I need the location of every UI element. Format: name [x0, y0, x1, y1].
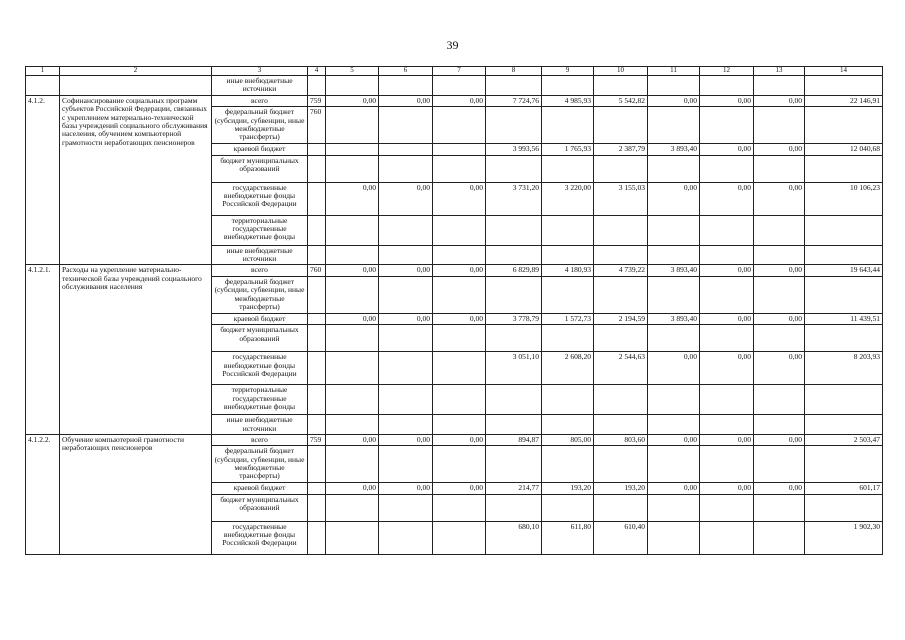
column-header: 12 — [700, 67, 754, 76]
value-cell — [648, 276, 700, 313]
value-cell: 803,60 — [594, 434, 648, 445]
code-col4 — [308, 313, 326, 324]
value-cell — [542, 494, 594, 521]
value-cell — [486, 215, 542, 245]
code-col4 — [308, 494, 326, 521]
value-cell — [486, 385, 542, 415]
value-cell — [542, 276, 594, 313]
value-cell: 0,00 — [379, 95, 433, 106]
value-cell — [379, 521, 433, 554]
value-cell — [754, 76, 805, 96]
value-cell: 0,00 — [326, 265, 379, 276]
funding-source: государственные внебюджетные фонды Российской Федерации — [212, 521, 308, 554]
value-cell — [326, 245, 379, 265]
value-cell — [433, 415, 486, 435]
value-cell — [433, 245, 486, 265]
value-cell: 3 051,10 — [486, 352, 542, 385]
value-cell: 2 608,20 — [542, 352, 594, 385]
value-cell: 0,00 — [700, 483, 754, 494]
value-cell: 0,00 — [648, 434, 700, 445]
value-cell — [486, 446, 542, 483]
value-cell: 0,00 — [433, 95, 486, 106]
value-cell — [326, 446, 379, 483]
value-cell: 3 155,03 — [594, 182, 648, 215]
column-header-row — [26, 67, 883, 76]
total-value: 1 902,30 — [805, 521, 883, 554]
value-cell: 2 387,79 — [594, 144, 648, 155]
table-row — [26, 265, 883, 276]
value-cell — [326, 215, 379, 245]
total-value — [805, 325, 883, 352]
column-header: 1 — [26, 67, 60, 76]
value-cell — [379, 325, 433, 352]
value-cell — [379, 76, 433, 96]
column-header: 11 — [648, 67, 700, 76]
column-header: 2 — [60, 67, 212, 76]
value-cell — [433, 107, 486, 144]
funding-source: краевой бюджет — [212, 144, 308, 155]
value-cell: 805,00 — [542, 434, 594, 445]
value-cell — [754, 155, 805, 182]
funding-source: территориальные государственные внебюджетные фонды — [212, 385, 308, 415]
value-cell — [379, 144, 433, 155]
value-cell — [648, 494, 700, 521]
code-col4 — [308, 325, 326, 352]
table-row — [26, 95, 883, 106]
value-cell: 193,20 — [594, 483, 648, 494]
value-cell: 2 544,63 — [594, 352, 648, 385]
code-col4 — [308, 446, 326, 483]
code-col4 — [308, 483, 326, 494]
value-cell — [542, 446, 594, 483]
name-cell — [60, 76, 212, 96]
value-cell: 3 731,20 — [486, 182, 542, 215]
value-cell: 4 985,93 — [542, 95, 594, 106]
value-cell — [379, 107, 433, 144]
value-cell — [700, 521, 754, 554]
source-cell: иные внебюджетные источники — [212, 76, 308, 96]
funding-source: государственные внебюджетные фонды Российской Федерации — [212, 182, 308, 215]
total-value — [805, 155, 883, 182]
total-value: 12 040,68 — [805, 144, 883, 155]
value-cell — [594, 415, 648, 435]
total-value: 10 106,23 — [805, 182, 883, 215]
value-cell — [379, 494, 433, 521]
value-cell — [486, 415, 542, 435]
value-cell: 0,00 — [648, 483, 700, 494]
value-cell: 0,00 — [433, 434, 486, 445]
value-cell: 0,00 — [700, 434, 754, 445]
value-cell: 0,00 — [648, 95, 700, 106]
item-name: Расходы на укрепление материально-технической базы учреждений социального обслуживания населения — [60, 265, 212, 435]
total-value — [805, 385, 883, 415]
value-cell — [700, 325, 754, 352]
value-cell: 6 829,89 — [486, 265, 542, 276]
column-header: 9 — [542, 67, 594, 76]
page-number: 39 — [446, 38, 459, 52]
value-cell: 0,00 — [754, 483, 805, 494]
value-cell: 0,00 — [326, 313, 379, 324]
code-col4: 760 — [308, 107, 326, 144]
value-cell — [433, 385, 486, 415]
value-cell — [700, 155, 754, 182]
column-header: 6 — [379, 67, 433, 76]
value-cell — [379, 245, 433, 265]
value-cell — [754, 521, 805, 554]
continuation-row — [26, 76, 883, 96]
code-col4 — [308, 276, 326, 313]
column-header: 4 — [308, 67, 326, 76]
value-cell: 0,00 — [379, 483, 433, 494]
total-value — [805, 215, 883, 245]
total-value: 601,17 — [805, 483, 883, 494]
value-cell — [594, 245, 648, 265]
value-cell — [326, 385, 379, 415]
value-cell — [433, 276, 486, 313]
value-cell — [486, 494, 542, 521]
value-cell — [754, 215, 805, 245]
value-cell: 611,80 — [542, 521, 594, 554]
value-cell — [805, 76, 883, 96]
column-header: 3 — [212, 67, 308, 76]
value-cell — [379, 155, 433, 182]
value-cell — [486, 276, 542, 313]
value-cell: 0,00 — [754, 265, 805, 276]
funding-source: федеральный бюджет (субсидии, субвенции, иные межбюджетные трансферты) — [212, 107, 308, 144]
funding-source: всего — [212, 95, 308, 106]
column-header: 13 — [754, 67, 805, 76]
value-cell — [542, 215, 594, 245]
value-cell: 3 993,56 — [486, 144, 542, 155]
value-cell: 1 572,73 — [542, 313, 594, 324]
value-cell — [326, 155, 379, 182]
value-cell — [648, 325, 700, 352]
code-col4 — [308, 352, 326, 385]
value-cell: 3 893,40 — [648, 265, 700, 276]
value-cell — [648, 415, 700, 435]
value-cell: 0,00 — [379, 434, 433, 445]
value-cell: 1 765,93 — [542, 144, 594, 155]
value-cell — [648, 76, 700, 96]
value-cell — [648, 521, 700, 554]
value-cell: 3 778,79 — [486, 313, 542, 324]
code-col4 — [308, 215, 326, 245]
value-cell — [326, 276, 379, 313]
value-cell — [648, 215, 700, 245]
value-cell — [754, 245, 805, 265]
column-header: 8 — [486, 67, 542, 76]
funding-source: всего — [212, 265, 308, 276]
value-cell — [594, 107, 648, 144]
funding-source: федеральный бюджет (субсидии, субвенции, иные межбюджетные трансферты) — [212, 276, 308, 313]
budget-table — [25, 66, 883, 555]
code-col4: 759 — [308, 434, 326, 445]
value-cell — [754, 276, 805, 313]
code-col4: 760 — [308, 265, 326, 276]
value-cell — [754, 385, 805, 415]
value-cell — [754, 107, 805, 144]
value-cell: 0,00 — [700, 313, 754, 324]
total-value — [805, 494, 883, 521]
code-cell — [26, 76, 60, 96]
value-cell — [754, 446, 805, 483]
value-cell — [542, 415, 594, 435]
value-cell: 0,00 — [700, 144, 754, 155]
value-cell — [379, 385, 433, 415]
value-cell — [754, 415, 805, 435]
value-cell — [326, 325, 379, 352]
funding-source: всего — [212, 434, 308, 445]
value-cell — [379, 446, 433, 483]
value-cell — [542, 325, 594, 352]
value-cell — [754, 325, 805, 352]
funding-source: краевой бюджет — [212, 483, 308, 494]
value-cell — [433, 446, 486, 483]
code-col4 — [308, 144, 326, 155]
value-cell — [542, 245, 594, 265]
value-cell — [326, 76, 379, 96]
value-cell: 193,20 — [542, 483, 594, 494]
funding-source: краевой бюджет — [212, 313, 308, 324]
value-cell — [486, 325, 542, 352]
item-name: Обучение компьютерной грамотности неработающих пенсионеров — [60, 434, 212, 554]
value-cell — [594, 446, 648, 483]
value-cell — [700, 415, 754, 435]
value-cell — [486, 245, 542, 265]
item-code: 4.1.2.1. — [26, 265, 60, 435]
column-header: 14 — [805, 67, 883, 76]
value-cell — [700, 76, 754, 96]
value-cell: 7 724,76 — [486, 95, 542, 106]
value-cell: 5 542,82 — [594, 95, 648, 106]
value-cell — [433, 144, 486, 155]
value-cell — [486, 155, 542, 182]
value-cell — [433, 521, 486, 554]
code-col4 — [308, 155, 326, 182]
value-cell — [594, 155, 648, 182]
value-cell — [594, 385, 648, 415]
value-cell — [594, 276, 648, 313]
value-cell — [700, 245, 754, 265]
value-cell — [594, 76, 648, 96]
funding-source: бюджет муниципальных образований — [212, 155, 308, 182]
value-cell — [754, 494, 805, 521]
code-col4 — [308, 385, 326, 415]
value-cell: 0,00 — [754, 352, 805, 385]
value-cell — [326, 521, 379, 554]
value-cell — [542, 155, 594, 182]
value-cell: 0,00 — [754, 434, 805, 445]
code-col4: 759 — [308, 95, 326, 106]
column-header: 7 — [433, 67, 486, 76]
value-cell — [379, 215, 433, 245]
value-cell: 0,00 — [326, 95, 379, 106]
value-cell: 680,10 — [486, 521, 542, 554]
value-cell: 0,00 — [648, 352, 700, 385]
value-cell: 0,00 — [379, 265, 433, 276]
value-cell — [648, 446, 700, 483]
total-value: 8 203,93 — [805, 352, 883, 385]
funding-source: бюджет муниципальных образований — [212, 494, 308, 521]
value-cell — [433, 325, 486, 352]
value-cell: 0,00 — [433, 265, 486, 276]
code-col4 — [308, 415, 326, 435]
total-value — [805, 245, 883, 265]
value-cell — [433, 155, 486, 182]
table-row — [26, 434, 883, 445]
total-value: 19 643,44 — [805, 265, 883, 276]
value-cell — [594, 325, 648, 352]
value-cell: 0,00 — [700, 95, 754, 106]
value-cell: 0,00 — [379, 313, 433, 324]
funding-source: территориальные государственные внебюджетные фонды — [212, 215, 308, 245]
table-body — [26, 67, 883, 555]
value-cell — [594, 215, 648, 245]
value-cell — [326, 107, 379, 144]
value-cell: 0,00 — [754, 95, 805, 106]
value-cell: 0,00 — [326, 182, 379, 215]
funding-source: иные внебюджетные источники — [212, 245, 308, 265]
code-col4 — [308, 245, 326, 265]
value-cell: 0,00 — [700, 265, 754, 276]
value-cell: 4 180,93 — [542, 265, 594, 276]
value-cell — [308, 76, 326, 96]
item-code: 4.1.2.2. — [26, 434, 60, 554]
value-cell — [326, 494, 379, 521]
value-cell: 2 194,59 — [594, 313, 648, 324]
total-value — [805, 276, 883, 313]
funding-source: федеральный бюджет (субсидии, субвенции, иные межбюджетные трансферты) — [212, 446, 308, 483]
code-col4 — [308, 521, 326, 554]
value-cell: 3 893,40 — [648, 144, 700, 155]
item-name: Софинансирование социальных программ субъектов Российской Федерации, связанных с укреплением материально-технической базы учреждений социального обслуживания населения, обучением компьютерной грамотности неработающих пенсионеров — [60, 95, 212, 265]
value-cell — [433, 494, 486, 521]
value-cell — [486, 76, 542, 96]
code-col4 — [308, 182, 326, 215]
value-cell — [326, 144, 379, 155]
column-header: 10 — [594, 67, 648, 76]
value-cell — [648, 385, 700, 415]
value-cell — [648, 245, 700, 265]
value-cell: 610,40 — [594, 521, 648, 554]
value-cell: 0,00 — [433, 313, 486, 324]
value-cell — [700, 446, 754, 483]
value-cell: 3 220,00 — [542, 182, 594, 215]
value-cell — [379, 415, 433, 435]
value-cell — [648, 107, 700, 144]
value-cell — [326, 415, 379, 435]
funding-source: бюджет муниципальных образований — [212, 325, 308, 352]
value-cell — [700, 385, 754, 415]
value-cell — [326, 352, 379, 385]
value-cell: 0,00 — [326, 434, 379, 445]
funding-source: государственные внебюджетные фонды Российской Федерации — [212, 352, 308, 385]
value-cell — [542, 107, 594, 144]
value-cell: 0,00 — [700, 182, 754, 215]
value-cell — [648, 155, 700, 182]
total-value: 2 503,47 — [805, 434, 883, 445]
total-value — [805, 107, 883, 144]
total-value: 11 439,51 — [805, 313, 883, 324]
value-cell — [700, 107, 754, 144]
value-cell: 894,87 — [486, 434, 542, 445]
total-value: 22 146,91 — [805, 95, 883, 106]
value-cell — [486, 107, 542, 144]
column-header: 5 — [326, 67, 379, 76]
value-cell — [433, 76, 486, 96]
item-code: 4.1.2. — [26, 95, 60, 265]
value-cell — [700, 215, 754, 245]
value-cell — [379, 352, 433, 385]
value-cell — [542, 385, 594, 415]
value-cell: 0,00 — [648, 182, 700, 215]
value-cell — [700, 494, 754, 521]
value-cell: 4 739,22 — [594, 265, 648, 276]
value-cell: 214,77 — [486, 483, 542, 494]
value-cell: 3 893,40 — [648, 313, 700, 324]
value-cell: 0,00 — [433, 483, 486, 494]
funding-source: иные внебюджетные источники — [212, 415, 308, 435]
value-cell: 0,00 — [700, 352, 754, 385]
total-value — [805, 415, 883, 435]
value-cell: 0,00 — [433, 182, 486, 215]
value-cell — [700, 276, 754, 313]
value-cell — [433, 215, 486, 245]
value-cell — [379, 276, 433, 313]
value-cell: 0,00 — [754, 182, 805, 215]
value-cell: 0,00 — [754, 144, 805, 155]
value-cell — [433, 352, 486, 385]
value-cell — [542, 76, 594, 96]
value-cell: 0,00 — [754, 313, 805, 324]
value-cell: 0,00 — [326, 483, 379, 494]
value-cell — [594, 494, 648, 521]
total-value — [805, 446, 883, 483]
value-cell: 0,00 — [379, 182, 433, 215]
